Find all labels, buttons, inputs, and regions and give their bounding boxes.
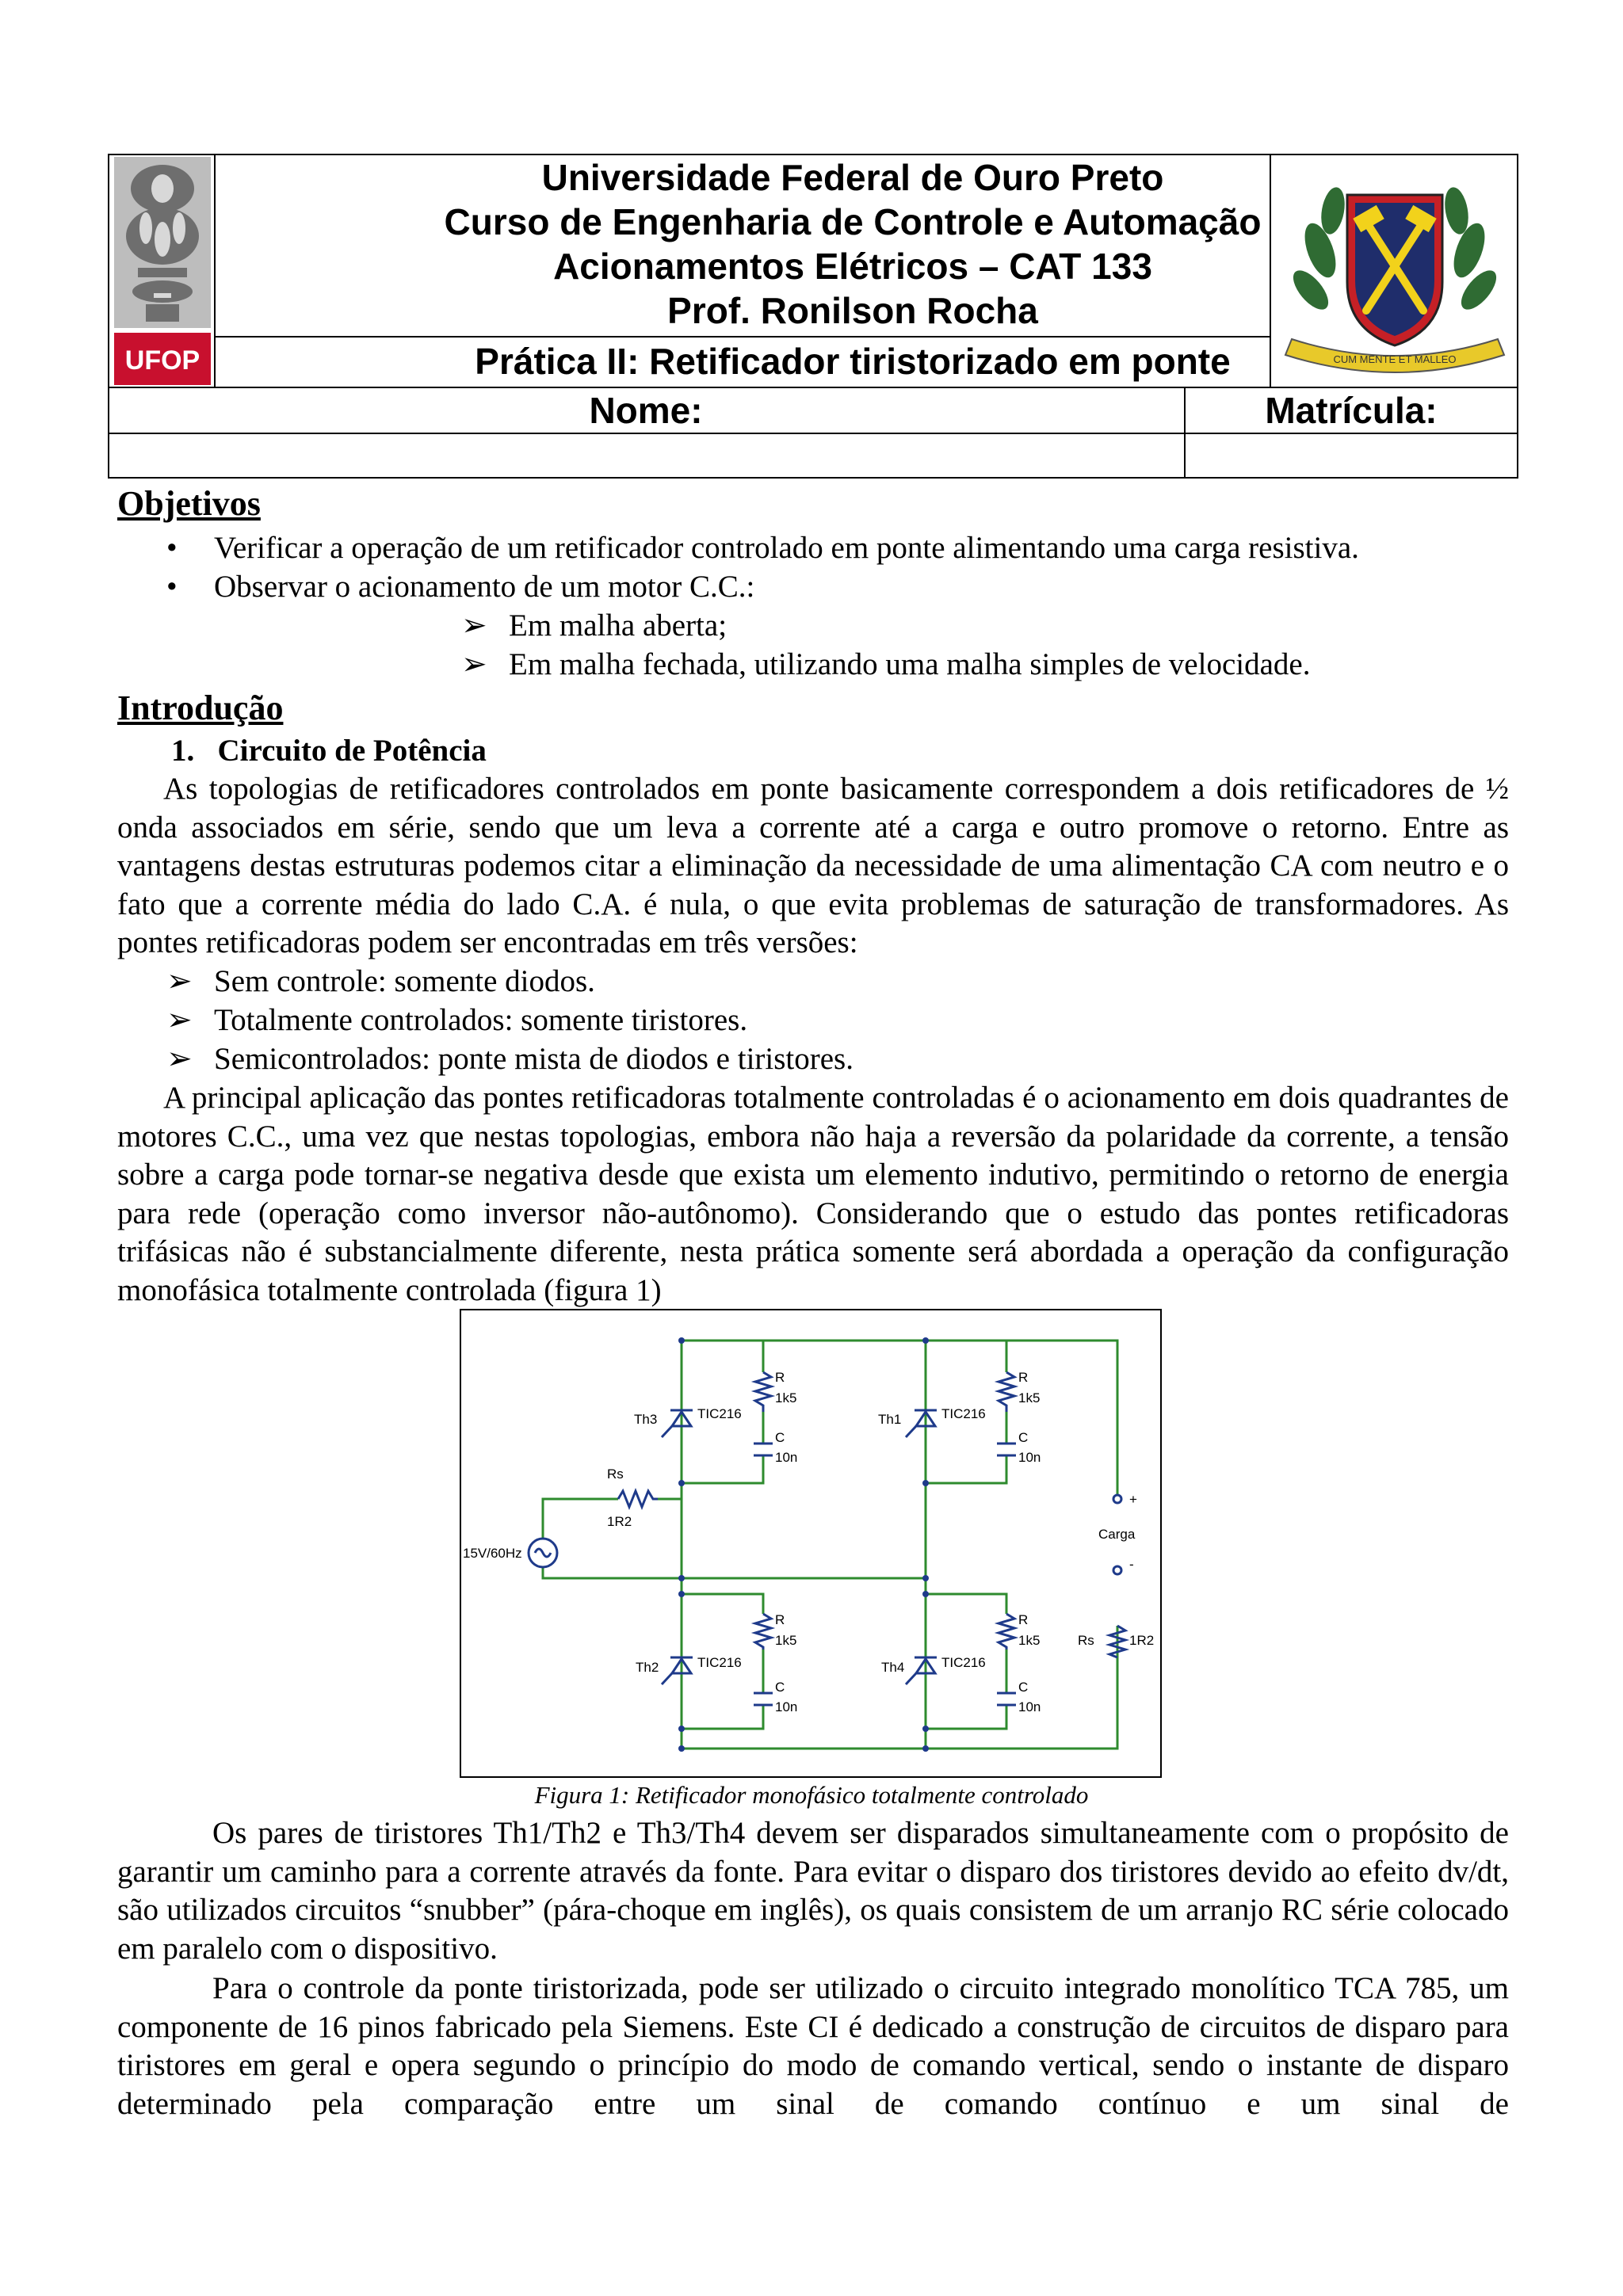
svg-text:10n: 10n <box>1018 1450 1041 1465</box>
section-title: 1. Circuito de Potência <box>171 734 487 768</box>
svg-text:C: C <box>775 1430 785 1445</box>
svg-text:Rs: Rs <box>1078 1633 1094 1648</box>
ufop-logo <box>114 157 211 385</box>
svg-text:R: R <box>1018 1612 1029 1627</box>
svg-text:Th2: Th2 <box>636 1660 659 1675</box>
svg-text:Carga: Carga <box>1098 1527 1136 1542</box>
practice-title: Prática II: Retificador tiristorizado em ponte <box>475 341 1231 382</box>
version-item: ➢ Totalmente controlados: somente tiristores. <box>166 1003 748 1037</box>
school-emblem <box>1273 155 1517 387</box>
course-name: Curso de Engenharia de Controle e Automação <box>444 201 1262 242</box>
circuit-figure <box>460 1309 1162 1778</box>
registration-label: Matrícula: <box>1265 390 1438 431</box>
svg-text:1R2: 1R2 <box>607 1514 632 1529</box>
border <box>108 477 1518 479</box>
svg-text:R: R <box>775 1612 785 1627</box>
svg-text:C: C <box>1018 1430 1029 1445</box>
svg-text:C: C <box>775 1680 785 1695</box>
name-field[interactable] <box>111 436 1181 475</box>
svg-text:+: + <box>1129 1492 1137 1507</box>
svg-text:1R2: 1R2 <box>1129 1633 1155 1648</box>
svg-text:Rs: Rs <box>607 1466 624 1482</box>
svg-text:10n: 10n <box>1018 1699 1041 1714</box>
svg-text:TIC216: TIC216 <box>941 1655 986 1670</box>
snubber-paragraph: Os pares de tiristores Th1/Th2 e Th3/Th4 devem ser disparados simultaneamente com o propósito de garantir um caminho para a corrente através da fonte. Para evitar o disparo dos tiristores devido ao efeito dv/dt, são utilizados circuitos “snubber” (pára-choque em inglês), os quais consistem de um arranjo RC série colocado em paralelo com o dispositivo. <box>117 1816 1509 1966</box>
svg-text:1k5: 1k5 <box>775 1390 797 1405</box>
svg-text:10n: 10n <box>775 1450 798 1465</box>
name-label: Nome: <box>589 390 703 431</box>
version-item: ➢ Semicontrolados: ponte mista de diodos e tiristores. <box>166 1042 854 1076</box>
objective-item: • Observar o acionamento de um motor C.C.: <box>166 570 755 604</box>
svg-text:TIC216: TIC216 <box>941 1406 986 1421</box>
introducao-heading: Introdução <box>117 688 284 727</box>
objective-item: • Verificar a operação de um retificador controlado em ponte alimentando uma carga resistiva. <box>166 531 1359 565</box>
university-name: Universidade Federal de Ouro Preto <box>541 157 1164 198</box>
border <box>216 336 1270 338</box>
registration-field[interactable] <box>1189 436 1514 475</box>
emblem-motto: CUM MENTE ET MALLEO <box>1333 353 1457 365</box>
discipline-name: Acionamentos Elétricos – CAT 133 <box>553 246 1152 287</box>
svg-text:1k5: 1k5 <box>1018 1633 1041 1648</box>
svg-text:-: - <box>1129 1557 1134 1572</box>
svg-text:C: C <box>1018 1680 1029 1695</box>
objective-subitem: ➢ Em malha aberta; <box>461 608 727 643</box>
svg-text:10n: 10n <box>775 1699 798 1714</box>
svg-text:R: R <box>1018 1370 1029 1385</box>
svg-text:TIC216: TIC216 <box>697 1655 742 1670</box>
objective-subitem: ➢ Em malha fechada, utilizando uma malha simples de velocidade. <box>461 647 1311 681</box>
border <box>214 154 216 388</box>
svg-text:Th4: Th4 <box>881 1660 905 1675</box>
svg-text:1k5: 1k5 <box>775 1633 797 1648</box>
svg-text:Th3: Th3 <box>634 1412 658 1427</box>
svg-text:Th1: Th1 <box>878 1412 902 1427</box>
ufop-logo-text: UFOP <box>124 345 200 376</box>
intro-paragraph: As topologias de retificadores controlados em ponte basicamente correspondem a dois retificadores de ½ onda associados em série, sendo que um leva a corrente até a carga e outro promove o retorno. Entre as vantagens destas estruturas podemos citar a eliminação da necessidade de uma alimentação CA com neutro e o fato que a corrente média do lado C.A. é nula, o que evita problemas de saturação de transformadores. As pontes retificadoras podem ser encontradas em três versões: <box>117 772 1509 959</box>
svg-text:TIC216: TIC216 <box>697 1406 742 1421</box>
header-table <box>108 154 1518 479</box>
version-item: ➢ Sem controle: somente diodos. <box>166 964 595 998</box>
svg-text:1k5: 1k5 <box>1018 1390 1041 1405</box>
border <box>1517 154 1518 479</box>
tca785-paragraph: Para o controle da ponte tiristorizada, pode ser utilizado o circuito integrado monolítico TCA 785, um componente de 16 pinos fabricado pela Siemens. Este CI é dedicado a construção de circuitos de disparo para tiristores em geral e opera segundo o princípio do modo de comando vertical, sendo o instante de disparo determinado pela comparação entre um sinal de comando contínuo e um sinal de <box>117 1971 1509 2121</box>
professor-name: Prof. Ronilson Rocha <box>667 290 1038 331</box>
svg-text:R: R <box>775 1370 785 1385</box>
svg-text:15V/60Hz: 15V/60Hz <box>463 1546 522 1561</box>
figure-caption: Figura 1: Retificador monofásico totalmente controlado <box>534 1781 1089 1809</box>
application-paragraph: A principal aplicação das pontes retificadoras totalmente controladas é o acionamento em dois quadrantes de motores C.C., uma vez que nestas topologias, embora não haja a reversão da polaridade da corrente, a tensão sobre a carga pode tornar-se negativa desde que exista um elemento indutivo, permitindo o retorno de energia para rede (operação como inversor não-autônomo). Considerando que o estudo das pontes retificadoras trifásicas não é substancialmente diferente, nesta prática somente será abordada a operação da configuração monofásica totalmente controlada (figura 1) <box>117 1081 1509 1307</box>
border <box>108 433 1518 434</box>
objetivos-heading: Objetivos <box>117 484 261 523</box>
